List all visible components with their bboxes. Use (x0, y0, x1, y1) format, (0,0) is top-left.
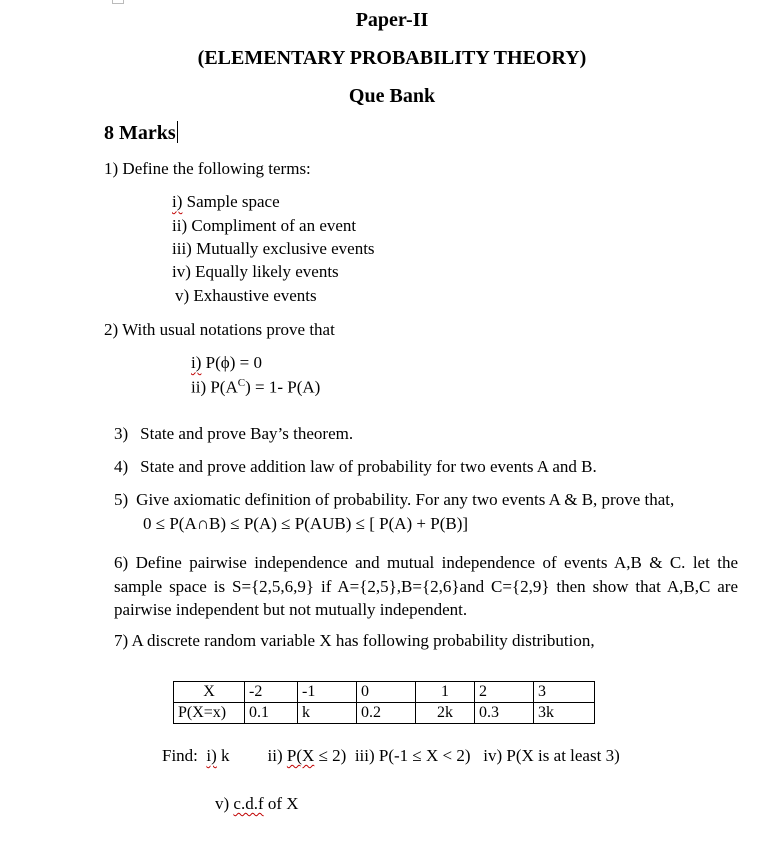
table-cell: -2 (245, 682, 298, 703)
question-4: 4) State and prove addition law of probability for two events A and B. (114, 457, 597, 476)
q1-item-1: i) Sample space (172, 192, 280, 211)
question-3: 3) State and prove Bay’s theorem. (114, 424, 354, 443)
table-cell: 0.2 (357, 703, 416, 724)
text-cursor (177, 121, 178, 143)
question-2: 2) With usual notations prove that (104, 320, 335, 339)
question-1: 1) Define the following terms: (104, 159, 311, 178)
bank-title: Que Bank (348, 85, 436, 107)
table-cell: -1 (298, 682, 357, 703)
table-cell: 0.1 (245, 703, 298, 724)
section-heading[interactable] (104, 121, 178, 145)
paper-title: Paper-II (355, 9, 429, 31)
q1-item-4: iv) Equally likely events (172, 262, 339, 281)
section-marks-text: 8 Marks (104, 122, 176, 144)
q1-item-2: ii) Compliment of an event (172, 216, 357, 235)
table-cell: 2 (475, 682, 534, 703)
question-6: 6) Define pairwise independence and mutual independence of events A,B & C. let the sample space is S={2,5,6,9} if A={2,5},B={2,6}and C={2,9} then show that A,B,C are pairwise independent but not mutually independent. (114, 553, 738, 619)
page-corner-mark (112, 0, 124, 4)
q1-item-5: v) Exhaustive events (175, 286, 317, 305)
table-cell: 3k (534, 703, 595, 724)
table-cell: 3 (534, 682, 595, 703)
find-label: Find: (162, 746, 198, 765)
q7-find-v: v) c.d.f of X (215, 794, 299, 813)
question-7: 7) A discrete random variable X has following probability distribution, (114, 631, 595, 650)
table-row (174, 682, 595, 703)
table-cell: k (298, 703, 357, 724)
probability-distribution-table (173, 681, 595, 724)
q7-find: Find: i) k ii) P(X ≤ 2) iii) P(-1 ≤ X < 2) iv) P(X is at least 3) (162, 746, 620, 765)
q5-inequality: 0 ≤ P(A∩B) ≤ P(A) ≤ P(AUB) ≤ [ P(A) + P(B)] (143, 514, 469, 533)
q1-item-3: iii) Mutually exclusive events (172, 239, 375, 258)
table-cell: X (174, 682, 245, 703)
table-cell: 2k (416, 703, 475, 724)
table-cell: P(X=x) (174, 703, 245, 724)
table-row (174, 703, 595, 724)
table-cell: 0.3 (475, 703, 534, 724)
table-cell: 1 (416, 682, 475, 703)
question-5: 5) Give axiomatic definition of probability. For any two events A & B, prove that, (114, 490, 675, 509)
q2-item-2: ii) $P(A^C) = 1-$ P(A) (191, 377, 321, 397)
q2-item-1: i) P(ϕ) = 0 (191, 353, 262, 372)
subject-title: (ELEMENTARY PROBABILITY THEORY) (197, 47, 587, 69)
table-cell: 0 (357, 682, 416, 703)
